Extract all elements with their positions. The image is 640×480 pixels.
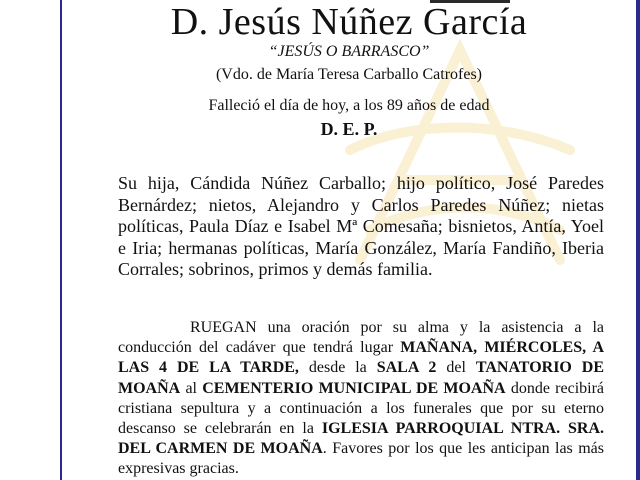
request-text-6: . Favores por los que les anticipan las más expresivas gracias. <box>118 440 604 478</box>
request-text-1: RUEGAN una oración por su alma y la asistencia a la conducción del cadáver que tendrá lugar <box>118 319 604 357</box>
right-border-line <box>636 0 640 480</box>
rip-line: D. E. P. <box>320 119 378 139</box>
request-funeral-home: TANATORIO DE MOAÑA <box>118 359 605 397</box>
request-paragraph <box>118 318 604 480</box>
deceased-nickname: “JESÚS O BARRASCO” <box>268 43 430 60</box>
request-text-2: desde la <box>298 359 377 377</box>
request-date-time: MAÑANA, MIÉRCOLES, A LAS 4 DE LA TARDE, <box>118 339 605 377</box>
deceased-name: D. Jesús Núñez García <box>170 1 528 43</box>
family-paragraph: Su hija, Cándida Núñez Carballo; hijo político, José Paredes Bernárdez; nietos, Alejandro y Carlos Paredes Núñez; nietas políticas, Paula Díaz e Isabel Mª Comesaña; bisnietos, Antía, Yoel e Iria; hermanas políticas, María González, María Fandiño, Iberia Corrales; sobrinos, primos y demás familia. <box>118 173 604 280</box>
widower-note: (Vdo. de María Teresa Carballo Catrofes) <box>215 66 483 83</box>
notice-content <box>62 0 636 480</box>
request-room: SALA 2 <box>376 359 437 377</box>
request-text-4: al <box>180 379 203 397</box>
request-church: IGLESIA PARROQUIAL NTRA. SRA. DEL CARMEN DE MOAÑA <box>118 420 605 458</box>
death-line: Falleció el día de hoy, a los 89 años de edad <box>208 97 490 114</box>
request-text-5: donde recibirá cristiana sepultura y a continuación a los funerales que por su eterno descanso se celebrarán en la <box>118 379 605 438</box>
request-text-3: del <box>436 359 476 377</box>
request-cemetery: CEMENTERIO MUNICIPAL DE MOAÑA <box>202 379 506 397</box>
